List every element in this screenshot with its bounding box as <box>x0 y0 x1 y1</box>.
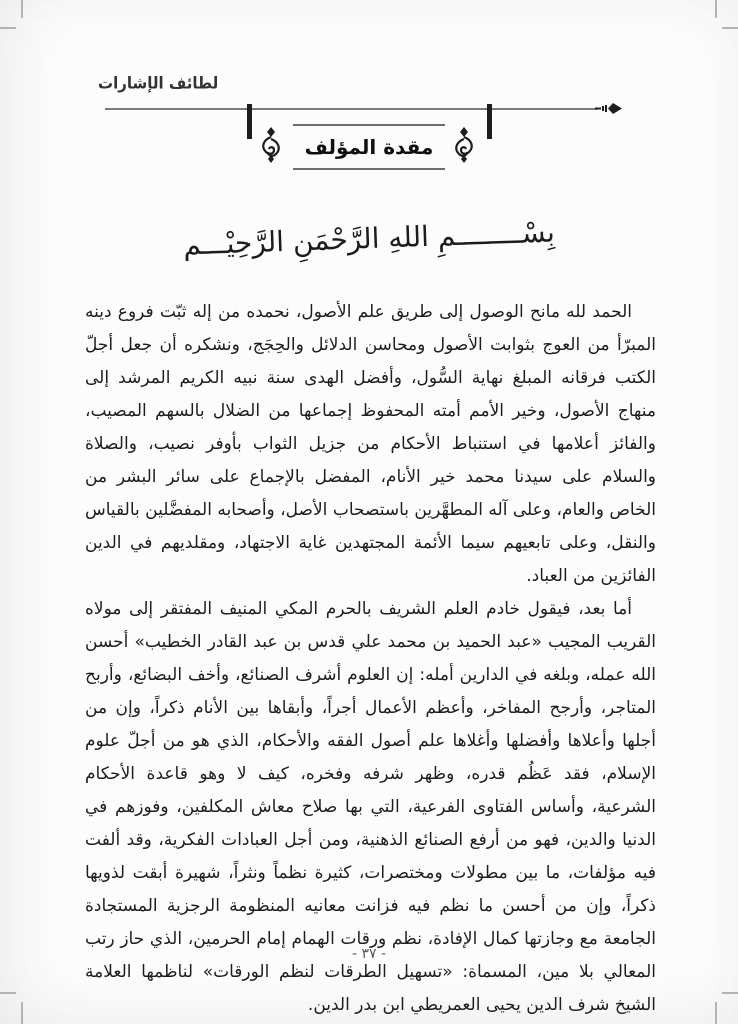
crop-mark-top-left-vertical <box>21 0 23 18</box>
body-paragraph-2: أما بعد، فيقول خادم العلم الشريف بالحرم المكي المنيف المفتقر إلى مولاه القريب المجيب «عبد الحميد بن محمد علي قدس بن عبد القادر الخطيب» أحسن الله عمله، وبلغه في الدارين أمله: إن العلوم أشرف الصنائع، وأخف البضائع، وأربح المتاجر، وأرجح المفاخر، وأعظم الأعمال أجراً، وأبقاها بين الأنام ذكراً، وإن من أجلها وأعلاها وأفضلها وأغلاها علم أصول الفقه والأحكام، الذي هو من أجلّ علوم الإسلام، فقد عَظُم قدره، وظهر شرفه وفخره، كيف لا وهو قاعدة الأحكام الشرعية، وأساس الفتاوى الفرعية، التي بها صلاح معاش المكلفين، وفوزهم في الدنيا والدين، فهو من أرفع الصنائع الذهنية، ومن أجل العبادات الفكرية، وقد ألفت فيه مؤلفات، ما بين مطولات ومختصرات، كثيرة نظماً ونثراً، شهيرة أبقت لذويها ذكراً، وإن من أحسن ما نظم فيه فزانت معانيه المنظومة الرجزية المستجادة الجامعة مع وجازتها كمال الإفادة، نظم ورقات الهمام إمام الحرمين، الذي حاز رتب المعالي بلا مين، المسماة: «تسهيل الطرقات لنظم الورقات» لناظمها العلامة الشيخ شرف الدين يحيى العمريطي ابن بدر الدين. <box>85 599 656 1015</box>
running-head-calligraphy: لطائف الإشارات <box>98 73 219 93</box>
title-side-bar-right <box>487 104 492 139</box>
header-rule <box>105 108 597 110</box>
crop-mark-top-left-horizontal <box>0 27 16 29</box>
crop-mark-bottom-left-vertical <box>21 1002 23 1024</box>
body-paragraph-1: الحمد لله مانح الوصول إلى طريق علم الأصول، نحمده من إله ثبّت فروع دينه المبرّأ من العوج بثوابت الأصول ومحاسن الدلائل والحِجَج، ونشكره أن جعل أجلّ الكتب فرقانه المبلغ نهاية السُّول، وأفضل الهدى سنة نبيه الكريم المرشد إلى منهاج الأصول، وخير الأمم أمته المحفوظ إجماعها من الضلال بالسهم المصيب، والفائز أعلامها في استنباط الأحكام من جزيل الثواب بأوفر نصيب، والصلاة والسلام على سيدنا محمد خير الأنام، المفضل بالإجماع على سائر البشر من الخاص والعام، وعلى آله المطهَّرين باستصحاب الأصل، وأصحابه المفضَّلين بالقياس والنقل، وعلى تابعيهم سيما الأئمة المجتهدين غاية الاجتهاد، ومقلديهم في الدين الفائزين من العباد. <box>85 302 656 586</box>
crop-mark-top-right-horizontal <box>722 27 738 29</box>
crop-mark-bottom-right-vertical <box>715 1002 717 1024</box>
fleuron-left-icon <box>259 127 283 167</box>
basmala-calligraphy: بِسْــــــــمِ اللهِ الرَّحْمَنِ الرَّحِيْـــم <box>182 215 556 262</box>
body-text <box>85 296 656 1022</box>
fleuron-right-icon <box>452 127 476 167</box>
page-number: - ٣٧ - <box>351 946 387 962</box>
chapter-title-box <box>293 124 445 170</box>
chapter-title: مقدة المؤلف <box>304 135 434 159</box>
title-side-bar-left <box>247 104 252 139</box>
arrow-finial-icon <box>595 101 623 121</box>
crop-mark-bottom-left-horizontal <box>0 992 16 994</box>
crop-mark-bottom-right-horizontal <box>722 992 738 994</box>
crop-mark-top-right-vertical <box>715 0 717 18</box>
